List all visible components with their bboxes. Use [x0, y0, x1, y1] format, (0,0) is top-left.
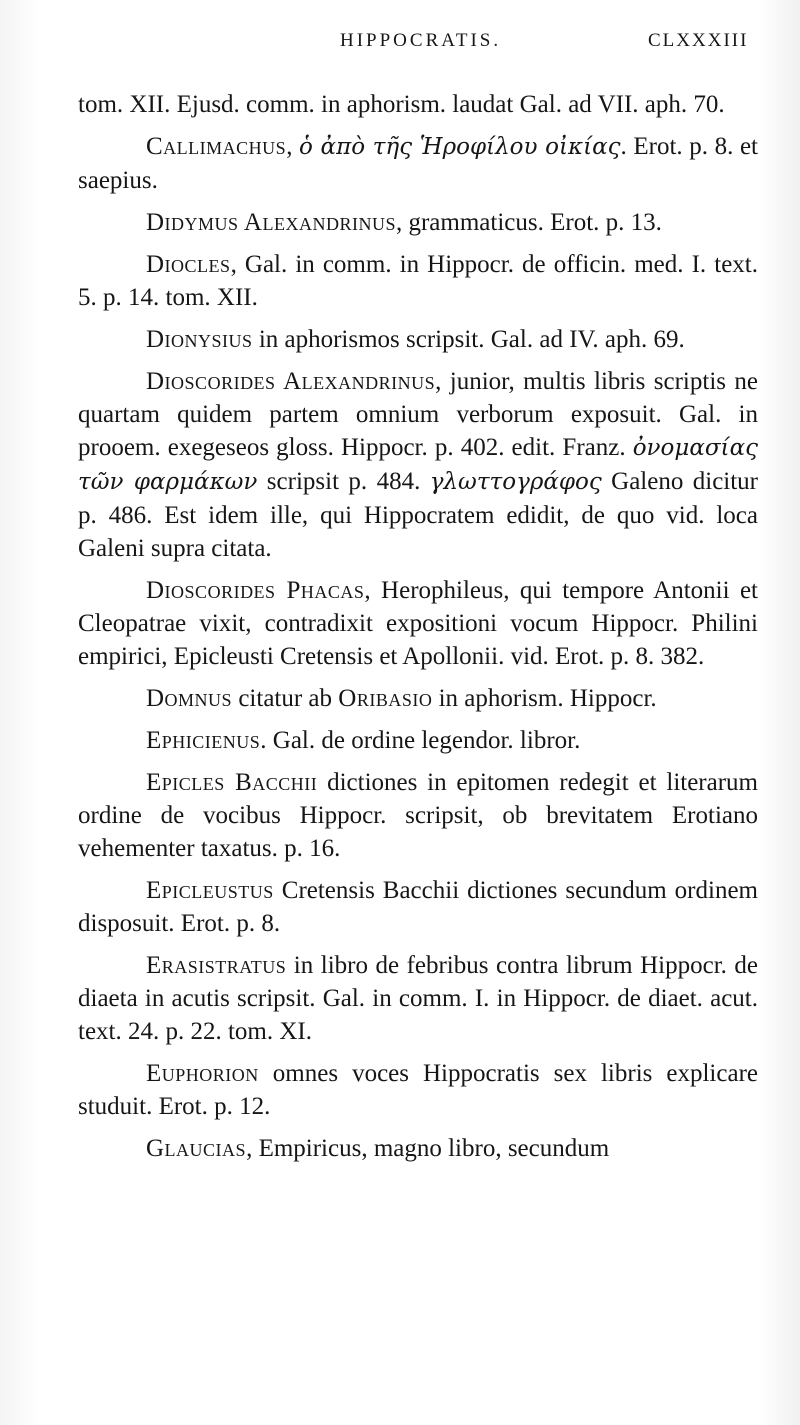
entry-name: Erasistratus — [146, 952, 287, 979]
page-header — [0, 30, 800, 64]
entry-name: Epicles Bacchii — [146, 769, 318, 796]
entry-text: in libro de febribus contra librum Hippocr. de diaeta in acutis scripsit. Gal. in comm. I. in Hippocr. de diaet. acut. text. 24. p. 22. tom. XI. — [78, 952, 758, 1045]
entry-text: tom. XII. Ejusd. comm. in aphorism. laudat Gal. ad VII. aph. 70. — [78, 91, 725, 118]
entry-text: , Herophileus, qui tempore Antonii et Cleopatrae vixit, contradixit expositioni vocum Hippocr. Philini empirici, Epicleusti Cretensis et Apollonii. vid. Erot. p. 8. 382. — [78, 577, 758, 670]
running-title: HIPPOCRATIS. — [340, 30, 502, 51]
entry — [78, 1057, 758, 1123]
entry-text: , — [286, 133, 300, 160]
entry-text: in aphorism. Hippocr. — [432, 685, 657, 712]
entry-name: Dioscorides Alexandrinus — [146, 368, 436, 395]
entry-text: , grammaticus. Erot. p. 13. — [395, 209, 662, 236]
entry-name: Oribasio — [338, 685, 433, 712]
entry-name: Ephicienus — [146, 727, 261, 754]
body-text — [78, 88, 758, 1174]
entry — [78, 323, 758, 356]
entry-name: Glaucias — [146, 1135, 247, 1162]
page-number: CLXXXIII — [648, 30, 749, 51]
entry-text: Galeno dicitur p. 486. Est idem ille, qui Hippocratem edidit, de quo vid. loca Galeni supra citata. — [78, 468, 759, 562]
entry-text: omnes voces Hippocratis sex libris explicare studuit. Erot. p. 12. — [78, 1060, 758, 1120]
entry-name: Diocles — [146, 251, 231, 278]
entry — [78, 248, 758, 314]
entry — [78, 88, 758, 121]
entry-name: Dioscorides Phacas — [146, 577, 365, 604]
entry — [78, 1132, 758, 1165]
entry-name: Domnus — [146, 685, 233, 712]
entry-text: Cretensis Bacchii dictiones secundum ordinem disposuit. Erot. p. 8. — [78, 877, 758, 937]
entry-name: Euphorion — [146, 1060, 259, 1087]
entry-text: , junior, multis libris scriptis ne quartam quidem partem omnium verborum exposuit. Gal. in prooem. exegeseos gloss. Hippocr. p. 402. edit. Franz. — [78, 368, 758, 461]
greek-text: ὀνομασίας τῶν φαρμάκων — [78, 435, 758, 495]
entry — [78, 874, 758, 940]
entry-text: dictiones in epitomen redegit et literarum ordine de vocibus Hippocr. scripsit, ob brevitatem Erotiano vehementer taxatus. p. 16. — [78, 769, 758, 862]
entry — [78, 949, 758, 1048]
entry-text: , Gal. in comm. in Hippocr. de officin. med. I. text. 5. p. 14. tom. XII. — [78, 251, 758, 311]
greek-text: ὁ ἀπὸ τῆς Ἡροφίλου οἰκίας — [299, 134, 621, 160]
entry-text: scripsit p. 484. — [257, 468, 430, 495]
entry — [78, 130, 758, 197]
entry — [78, 766, 758, 865]
entry-name: Epicleustus — [146, 877, 274, 904]
entry-text: in aphorismos scripsit. Gal. ad IV. aph. 69. — [252, 326, 685, 353]
entry-name: Dionysius — [146, 326, 253, 353]
entry — [78, 574, 758, 673]
entry — [78, 724, 758, 757]
entry — [78, 206, 758, 239]
entry — [78, 682, 758, 715]
entry-text: . Erot. p. 8. et saepius. — [78, 133, 758, 194]
entry-text: citatur ab — [232, 685, 339, 712]
greek-text: γλωττογράφος — [429, 469, 602, 495]
entry-name: Didymus Alexandrinus — [146, 209, 396, 236]
entry — [78, 365, 758, 565]
entry-text: . Gal. de ordine legendor. libror. — [260, 727, 581, 754]
entry-name: Callimachus — [146, 133, 287, 160]
entry-text: , Empiricus, magno libro, secundum — [246, 1135, 610, 1162]
